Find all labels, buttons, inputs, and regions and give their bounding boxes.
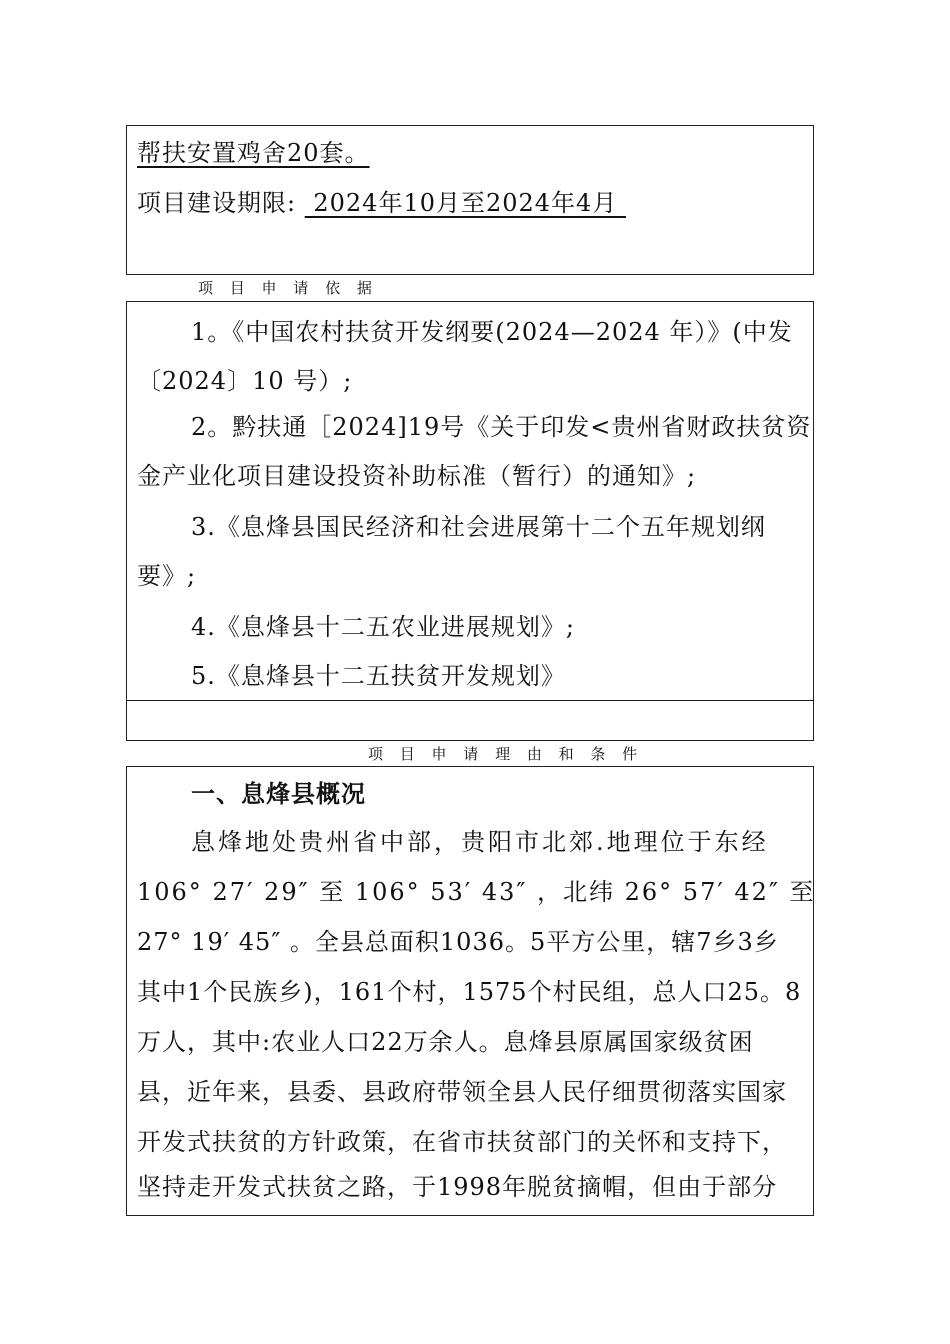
period-line (137, 188, 626, 218)
basis-caption: 项 目 申 请 依 据 (198, 279, 378, 297)
basis-line-4: 金产业化项目建设投资补助标准（暂行）的通知》; (137, 462, 697, 490)
basis-box (126, 301, 814, 741)
reason-line-7: 开发式扶贫的方针政策，在省市扶贫部门的关怀和支持下， (137, 1128, 787, 1156)
basis-line-2: 〔2024〕10 号）; (137, 367, 353, 395)
basis-divider (127, 700, 813, 701)
reason-caption: 项 目 申 请 理 由 和 条 件 (368, 745, 644, 763)
reason-line-8: 坚持走开发式扶贫之路，于1998年脱贫摘帽，但由于部分 (137, 1173, 778, 1201)
reason-box (126, 766, 814, 1216)
project-period-box (126, 125, 814, 275)
resettlement-line: 帮扶安置鸡舍20套。 (137, 139, 370, 167)
basis-line-3: 2。黔扶通［2024]19号《关于印发<贵州省财政扶贫资 (191, 413, 812, 441)
reason-line-6: 县，近年来，县委、县政府带领全县人民仔细贯彻落实国家 (137, 1078, 787, 1106)
period-label: 项目建设期限: (137, 189, 297, 217)
basis-line-8: 5.《息烽县十二五扶贫开发规划》 (191, 662, 566, 690)
period-value: 2024年10月至2024年4月 (304, 189, 626, 217)
basis-line-5: 3.《息烽县国民经济和社会进展第十二个五年规划纲 (191, 513, 766, 541)
reason-line-1: 息烽地处贵州省中部，贵阳市北郊.地理位于东经 (191, 828, 769, 856)
basis-line-7: 4.《息烽县十二五农业进展规划》; (191, 613, 575, 641)
section-heading: 一、息烽县概况 (191, 780, 366, 808)
reason-line-5: 万人，其中:农业人口22万余人。息烽县原属国家级贫困 (137, 1028, 754, 1056)
reason-line-3: 27° 19′ 45″ 。全县总面积1036。5平方公里，辖7乡3乡 (137, 928, 779, 956)
basis-line-1: 1。《中国农村扶贫开发纲要(2024—2024 年）》(中发 (191, 318, 793, 346)
reason-line-2: 106° 27′ 29″ 至 106° 53′ 43″ ，北纬 26° 57′ 42″ 至 (137, 878, 816, 906)
reason-line-4: 其中1个民族乡)，161个村，1575个村民组，总人口25。8 (137, 978, 802, 1006)
basis-line-6: 要》; (137, 562, 197, 590)
